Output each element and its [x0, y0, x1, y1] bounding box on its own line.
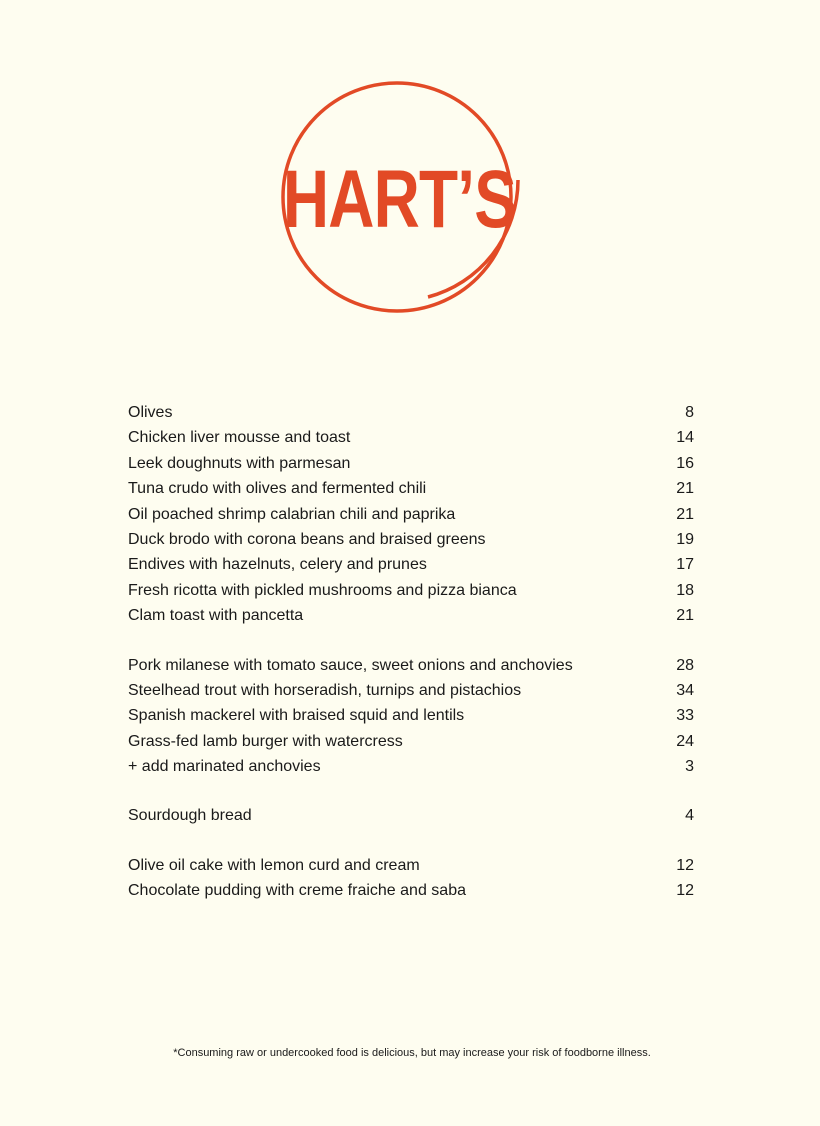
- menu-section: [128, 653, 694, 780]
- menu-item: [128, 476, 694, 501]
- item-name: Leek doughnuts with parmesan: [128, 454, 351, 472]
- item-name: Grass-fed lamb burger with watercress: [128, 732, 403, 750]
- menu-item: [128, 603, 694, 628]
- item-price: 14: [676, 429, 694, 447]
- item-name: Endives with hazelnuts, celery and prunes: [128, 556, 427, 574]
- item-name: Oil poached shrimp calabrian chili and paprika: [128, 505, 456, 523]
- item-name: Olive oil cake with lemon curd and cream: [128, 856, 420, 874]
- menu-item: [128, 425, 694, 450]
- item-name: Chocolate pudding with creme fraiche and saba: [128, 882, 466, 900]
- svg-text:HART’S: HART’S: [282, 152, 517, 245]
- menu-item: [128, 552, 694, 577]
- item-name: + add marinated anchovies: [128, 758, 321, 776]
- item-price: 19: [676, 530, 694, 548]
- item-price: 18: [676, 581, 694, 599]
- menu-item: [128, 653, 694, 678]
- item-name: Steelhead trout with horseradish, turnips and pistachios: [128, 681, 522, 699]
- menu-item: [128, 729, 694, 754]
- menu-item: [128, 803, 694, 828]
- item-price: 21: [676, 480, 694, 498]
- item-price: 4: [685, 807, 694, 825]
- menu-section: [128, 400, 694, 629]
- item-price: 12: [676, 882, 694, 900]
- item-name: Clam toast with pancetta: [128, 607, 304, 625]
- item-price: 28: [676, 656, 694, 674]
- item-name: Tuna crudo with olives and fermented chili: [128, 480, 427, 498]
- item-price: 33: [676, 707, 694, 725]
- menu-section: [128, 853, 694, 904]
- item-name: Spanish mackerel with braised squid and lentils: [128, 707, 465, 725]
- menu-item: [128, 878, 694, 903]
- item-price: 8: [685, 404, 694, 421]
- item-price: 16: [676, 454, 694, 472]
- menu-item: [128, 400, 694, 425]
- menu-item: [128, 703, 694, 728]
- item-price: 3: [685, 758, 694, 776]
- menu-item: [128, 578, 694, 603]
- item-price: 17: [676, 556, 694, 574]
- menu: [128, 400, 694, 928]
- item-name: Chicken liver mousse and toast: [128, 429, 351, 447]
- disclaimer: *Consuming raw or undercooked food is delicious, but may increase your risk of foodborne illness.: [173, 1047, 651, 1059]
- menu-item: [128, 678, 694, 703]
- menu-item: [128, 527, 694, 552]
- menu-item: [128, 502, 694, 527]
- menu-item: [128, 451, 694, 476]
- item-name: Olives: [128, 404, 173, 421]
- item-price: 21: [676, 505, 694, 523]
- item-name: Duck brodo with corona beans and braised greens: [128, 530, 486, 548]
- item-price: 34: [676, 681, 694, 699]
- item-price: 24: [676, 732, 694, 750]
- menu-item: [128, 853, 694, 878]
- item-price: 21: [676, 607, 694, 625]
- item-name: Fresh ricotta with pickled mushrooms and pizza bianca: [128, 581, 517, 599]
- item-name: Sourdough bread: [128, 807, 252, 825]
- menu-item: [128, 754, 694, 779]
- item-price: 12: [676, 856, 694, 874]
- menu-section: [128, 803, 694, 828]
- item-name: Pork milanese with tomato sauce, sweet onions and anchovies: [128, 656, 573, 674]
- harts-logo: [270, 70, 530, 320]
